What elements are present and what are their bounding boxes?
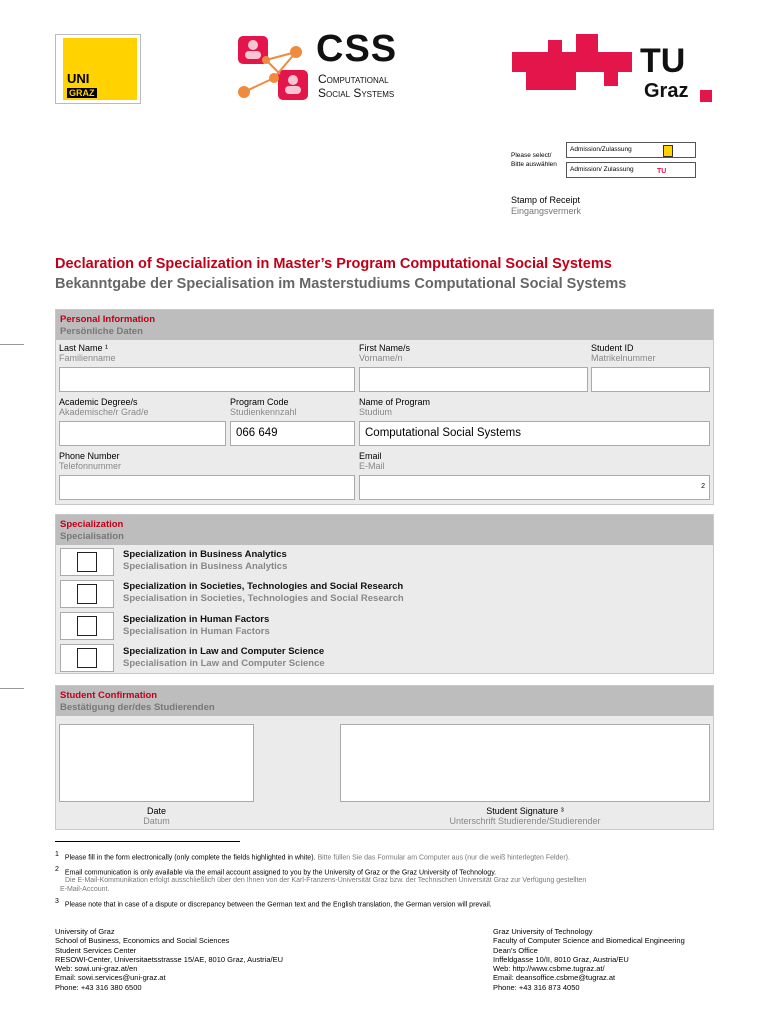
specialization-checkbox-law-cs[interactable]: [60, 644, 114, 672]
uni-mini-logo-icon: [663, 145, 673, 157]
footnote-1: $^1$ Please fill in the form electronically (only complete the fields highlighted in white). Bitte füllen Sie das Formular am Computer aus (nur die weiß hinterlegten Felder).: [55, 851, 570, 862]
spec-label-de: Specialisation in Human Factors: [123, 626, 270, 637]
email-footnote-marker: 2: [701, 483, 705, 490]
first-name-field[interactable]: [359, 367, 588, 392]
css-logo-title: CSS: [316, 28, 398, 70]
phone-label: Phone Number Telefonnummer: [59, 451, 122, 471]
program-code-label: Program Code Studienkennzahl: [230, 397, 297, 417]
signature-field[interactable]: [340, 724, 710, 802]
spec-label-en: Specialization in Human Factors: [123, 614, 270, 625]
spec-label-de: Specialisation in Business Analytics: [123, 561, 288, 572]
student-confirmation-section: [55, 685, 714, 830]
footnote-2-de: Die E-Mail-Kommunikation erfolgt ausschließlich über den Ihnen von der Karl-Franzens-Universität Graz bzw. der Technischen Universität Graz zur Verfügung gestellten: [65, 877, 587, 884]
stamp-of-receipt: [511, 195, 581, 217]
specialization-checkbox-business-analytics[interactable]: [60, 548, 114, 576]
program-code-field[interactable]: 066 649: [230, 421, 355, 446]
academic-degree-field[interactable]: [59, 421, 226, 446]
address-uni-graz: University of Graz School of Business, Economics and Social Sciences Student Services Center RESOWI-Center, Universitaetsstrasse 15/AE, 8010 Graz, Austria/EU Web: sowi.uni-graz.at/en Email: sowi.services@uni-graz.at Phone: +43 316 380 6500: [55, 927, 284, 992]
personal-information-section: [55, 309, 714, 505]
spec-label-de: Specialisation in Societies, Technologies and Social Research: [123, 593, 404, 604]
footnote-2: $^2$ Email communication is only available via the email account assigned to you by the University of Graz or the Graz University of Technology.: [55, 866, 497, 877]
tu-mini-logo-icon: TU: [657, 168, 667, 175]
tu-graz-logo-text: Graz: [644, 80, 689, 102]
footnote-3: $^3$ Please note that in case of a dispute or discrepancy between the German text and the English translation, the German version will prevail.: [55, 898, 492, 909]
page-title-de: Bekanntgabe der Specialisation im Masterstudiums Computational Social Systems: [55, 276, 627, 292]
section-title-en: Specialization: [60, 519, 124, 530]
student-id-field[interactable]: [591, 367, 710, 392]
spec-label-en: Specialization in Business Analytics: [123, 549, 287, 560]
margin-mark: [0, 688, 24, 689]
admission-tu-option[interactable]: [566, 162, 696, 178]
network-icon: [236, 34, 314, 106]
section-title-de: Persönliche Daten: [60, 326, 143, 337]
date-label: Date Datum: [143, 806, 170, 826]
email-field[interactable]: [359, 475, 710, 500]
specialization-checkbox-human-factors[interactable]: [60, 612, 114, 640]
last-name-label: Last Name ¹ Familienname: [59, 343, 116, 363]
spec-label-de: Specialisation in Law and Computer Science: [123, 658, 325, 669]
checkbox-box: [77, 552, 97, 572]
spec-label-en: Specialization in Societies, Technologies and Social Research: [123, 581, 404, 592]
checkbox-box: [77, 584, 97, 604]
checkbox-box: [77, 616, 97, 636]
phone-field[interactable]: [59, 475, 355, 500]
section-title-de: Bestätigung der/des Studierenden: [60, 702, 215, 713]
specialization-checkbox-societies[interactable]: [60, 580, 114, 608]
spec-label-en: Specialization in Law and Computer Science: [123, 646, 325, 657]
email-label: Email E-Mail: [359, 451, 385, 471]
student-id-label: Student ID Matrikelnummer: [591, 343, 656, 363]
admission-uni-label: Admission/Zulassung: [570, 146, 632, 153]
section-header: [56, 686, 713, 716]
stamp-label-en: Stamp of Receipt: [511, 195, 581, 205]
section-title-de: Specialisation: [60, 531, 124, 542]
specialization-section: [55, 514, 714, 674]
signature-label: Student Signature ³ Unterschrift Studierende/Studierender: [449, 806, 601, 826]
footnote-rule: [55, 841, 240, 842]
address-tu-graz: Graz University of Technology Faculty of Computer Science and Biomedical Engineering Dean’s Office Inffeldgasse 10/II, 8010 Graz, Austria/EU Web: http://www.csbme.tugraz.at/ Email: deansoffice.csbme@tugraz.at Phone: +43 316 873 4050: [493, 927, 685, 992]
program-name-field[interactable]: Computational Social Systems: [359, 421, 710, 446]
degree-label: Academic Degree/s Akademische/r Grad/e: [59, 397, 149, 417]
section-title-en: Student Confirmation: [60, 690, 158, 701]
date-field[interactable]: [59, 724, 254, 802]
uni-logo-text: UNI: [67, 71, 90, 86]
css-logo-sub1: Computational: [318, 72, 389, 86]
section-title-en: Personal Information: [60, 314, 156, 325]
footnote-2-de-cont: E-Mail-Account.: [60, 886, 110, 893]
tu-graz-logo: [512, 34, 717, 106]
checkbox-box: [77, 648, 97, 668]
css-logo: [236, 28, 426, 106]
margin-mark: [0, 344, 24, 345]
tu-logo-text: TU: [640, 42, 686, 80]
page-title-en: Declaration of Specialization in Master’s Program Computational Social Systems: [55, 256, 612, 272]
tu-graz-mark-icon: [512, 34, 637, 106]
first-name-label: First Name/s Vorname/n: [359, 343, 411, 363]
please-select-label: Please select/ Bitte auswählen: [511, 152, 557, 168]
last-name-field[interactable]: [59, 367, 355, 392]
graz-logo-text: GRAZ: [69, 88, 95, 98]
admission-uni-option[interactable]: [566, 142, 696, 158]
program-name-label: Name of Program Studium: [359, 397, 431, 417]
admission-tu-label: Admission/ Zulassung: [570, 166, 634, 173]
stamp-label-de: Eingangsvermerk: [511, 206, 582, 216]
css-logo-sub2: Social Systems: [318, 86, 395, 100]
tu-logo-dot: [700, 90, 712, 102]
uni-graz-logo: [55, 34, 141, 104]
section-header: [56, 310, 713, 340]
section-header: [56, 515, 713, 545]
